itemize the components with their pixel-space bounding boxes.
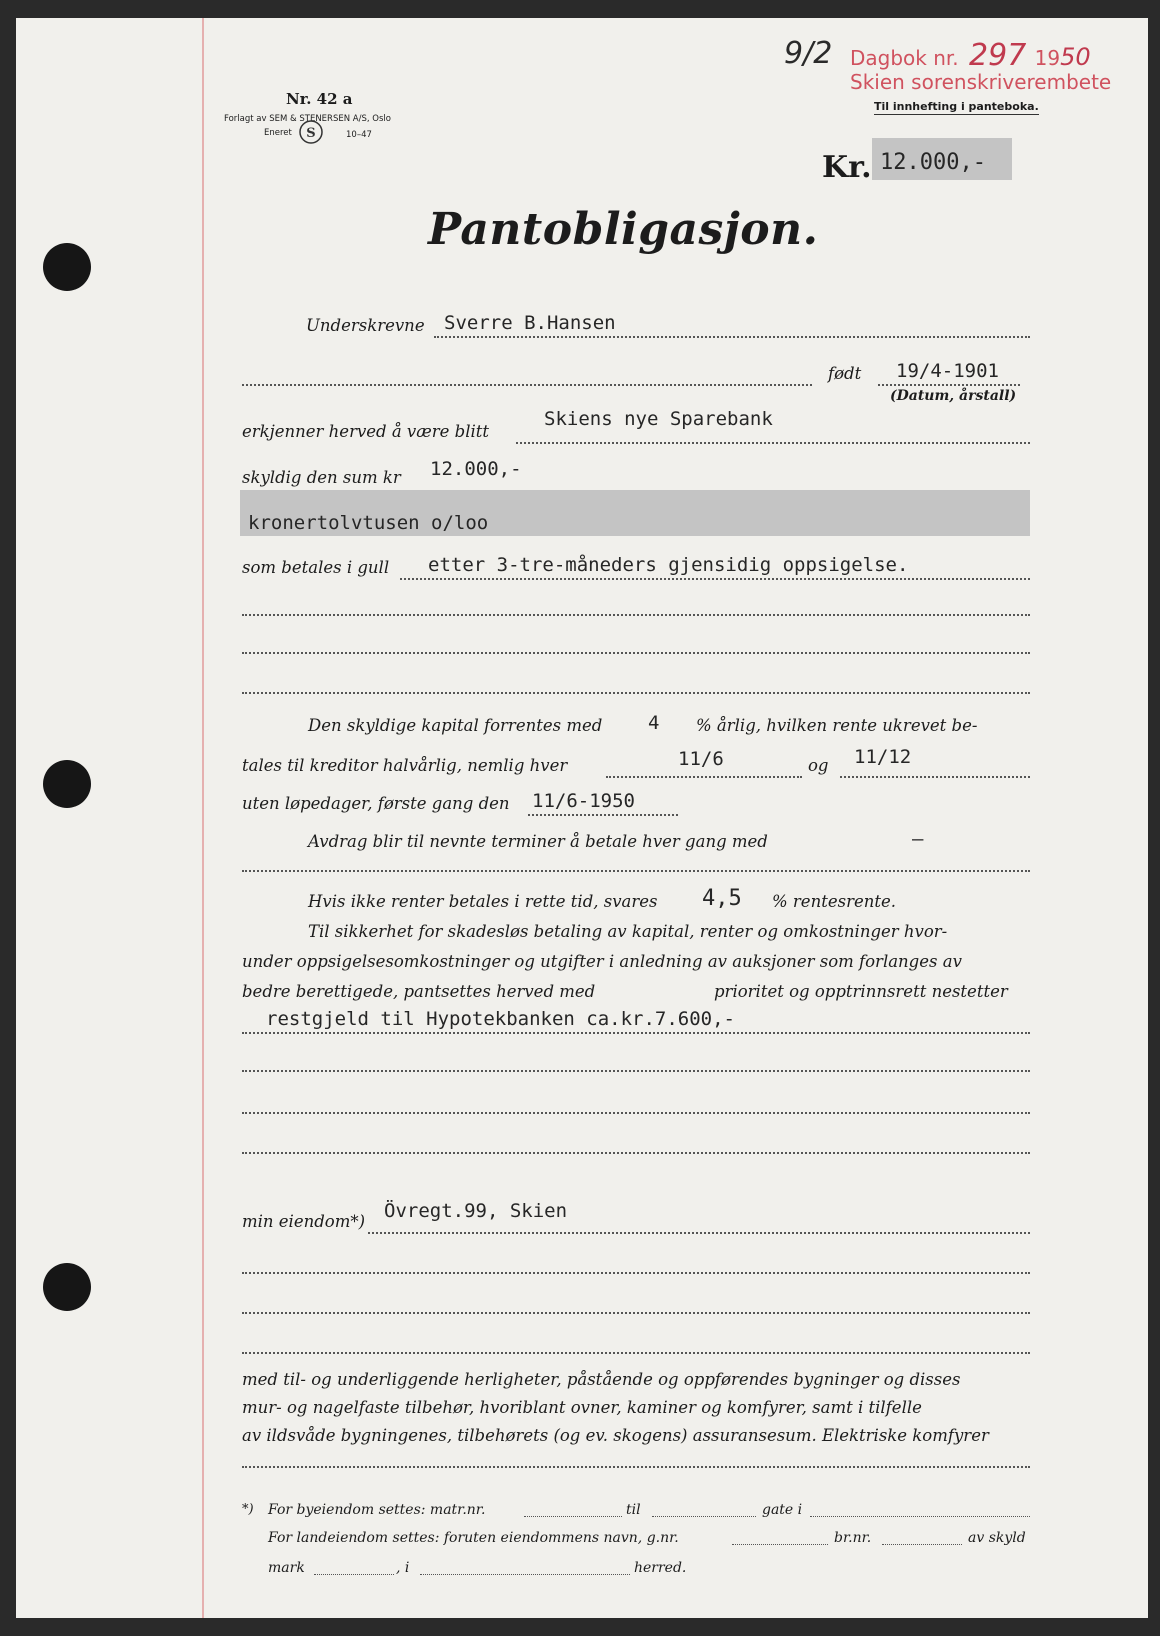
footnote-rural-c: av skyld [968, 1530, 1026, 1546]
first-payment-date: 11/6-1950 [532, 790, 635, 812]
prior-line [242, 1032, 1030, 1034]
penalty-label-a: Hvis ikke renter betales i rette tid, svares [308, 892, 658, 911]
birth-date: 19/4-1901 [896, 360, 999, 382]
avdrag-label: Avdrag blir til nevnte terminer å betale hver gang med [308, 832, 768, 851]
gate-line [810, 1516, 1030, 1517]
blank-line [242, 614, 1030, 616]
blank-line [242, 1466, 1030, 1468]
security-line3a: bedre berettigede, pantsettes herved med [242, 982, 596, 1001]
punch-hole [43, 1263, 91, 1311]
diary-year-prefix: 19 [1034, 46, 1061, 70]
security-line2: under oppsigelsesomkostninger og utgifter i anledning av auksjoner som forlanges av [242, 952, 962, 971]
appurtenances-line1: med til- og underliggende herligheter, påstående og oppførendes bygninger og disses [242, 1370, 961, 1389]
first-payment-label: uten løpedager, første gang den [242, 794, 510, 813]
mark-line [314, 1574, 394, 1575]
date1-line [606, 776, 802, 778]
footnote-mark-b: , i [396, 1560, 410, 1576]
footnote-city-a: For byeiendom settes: matr.nr. [268, 1502, 486, 1518]
interest-text-a: Den skyldige kapital forrentes med [308, 716, 603, 735]
blank-line [242, 652, 1030, 654]
amount-label: Kr. [822, 150, 872, 185]
avdrag-value: — [912, 828, 924, 850]
property-label: min eiendom*) [242, 1212, 366, 1231]
skyldig-label: skyldig den sum kr [242, 468, 401, 487]
interest-date1: 11/6 [678, 748, 724, 770]
amount-value: 12.000,- [880, 150, 986, 175]
blank-line [242, 1312, 1030, 1314]
blank-line [242, 692, 1030, 694]
brnr-line [882, 1544, 962, 1545]
footnote-marker: *) [242, 1502, 254, 1517]
marginal-note: 9/2 [784, 36, 833, 71]
publisher-line: Forlagt av SEM & STENERSEN A/S, Oslo [224, 114, 391, 124]
svg-text:S: S [306, 126, 316, 141]
diary-stamp-line2: Skien sorenskriverembete [850, 70, 1112, 94]
punch-hole [43, 243, 91, 291]
document-page [16, 18, 1148, 1618]
security-line3b: prioritet og opptrinnsrett nestetter [714, 982, 1008, 1001]
publisher-logo [298, 119, 324, 145]
blank-line [242, 1352, 1030, 1354]
payment-terms: etter 3-tre-måneders gjensidig oppsigelse. [428, 554, 909, 576]
blank-line [242, 1112, 1030, 1114]
first-date-line [528, 814, 678, 816]
footnote-rural-b: br.nr. [834, 1530, 872, 1546]
underskrevne-label: Underskrevne [306, 316, 425, 335]
creditor-name: Skiens nye Sparebank [544, 408, 773, 430]
footnote-mark-a: mark [268, 1560, 305, 1576]
diary-stamp-label: Dagbok nr. [850, 46, 959, 70]
erkjenner-label: erkjenner herved å være blitt [242, 422, 490, 441]
interest-date2: 11/12 [854, 746, 912, 768]
blank-line [242, 384, 812, 386]
til-line [652, 1516, 756, 1517]
matr-line [524, 1516, 622, 1517]
binding-note: Til innhefting i panteboka. [874, 100, 1039, 113]
interest-text-c: tales til kreditor halvårlig, nemlig hver [242, 756, 568, 775]
footnote-city-c: gate i [762, 1502, 803, 1518]
penalty-rate: 4,5 [702, 886, 742, 911]
interest-text-b: % årlig, hvilken rente ukrevet be- [696, 716, 978, 735]
debtor-name: Sverre B.Hansen [444, 312, 616, 334]
sum-in-words: kronertolvtusen o/loo [248, 512, 489, 534]
appurtenances-line3: av ildsvåde bygningenes, tilbehørets (og ev. skogens) assuransesum. Elektriske komfyrer [242, 1426, 989, 1445]
fodt-label: født [828, 364, 862, 383]
creditor-line [516, 442, 1030, 444]
blank-line [242, 1152, 1030, 1154]
publisher-eneret: Eneret [264, 128, 292, 138]
publisher-code: 10–47 [346, 130, 372, 140]
footnote-rural-a: For landeiendom settes: foruten eiendommens navn, g.nr. [268, 1530, 679, 1546]
form-number: Nr. 42 a [286, 90, 353, 108]
fodt-line [878, 384, 1020, 386]
margin-rule [202, 18, 204, 1618]
blank-line [242, 870, 1030, 872]
og-label: og [808, 756, 829, 775]
prior-mortgage: restgjeld til Hypotekbanken ca.kr.7.600,- [266, 1008, 735, 1030]
interest-rate: 4 [648, 712, 660, 734]
security-line1: Til sikkerhet for skadesløs betaling av kapital, renter og omkostninger hvor- [308, 922, 948, 941]
appurtenances-line2: mur- og nagelfaste tilbehør, hvoriblant ovner, kaminer og komfyrer, samt i tilfelle [242, 1398, 922, 1417]
property-line [368, 1232, 1030, 1234]
herred-line [420, 1574, 630, 1575]
underskrevne-line [434, 336, 1030, 338]
date2-line [840, 776, 1030, 778]
blank-line [242, 1272, 1030, 1274]
blank-line [242, 1070, 1030, 1072]
penalty-label-b: % rentesrente. [772, 892, 896, 911]
punch-hole [43, 760, 91, 808]
diary-year-suffix: 50 [1060, 43, 1091, 71]
footnote-mark-c: herred. [634, 1560, 687, 1576]
property-address: Övregt.99, Skien [384, 1200, 568, 1222]
gnr-line [732, 1544, 828, 1545]
footnote-city-b: til [626, 1502, 641, 1518]
datum-hint: (Datum, årstall) [890, 388, 1017, 404]
diary-number: 297 [969, 38, 1027, 73]
gull-label: som betales i gull [242, 558, 390, 577]
document-title: Pantobligasjon. [428, 204, 819, 255]
skyldig-amount: 12.000,- [430, 458, 522, 480]
diary-stamp-line1 [850, 38, 1091, 73]
gull-line [400, 578, 1030, 580]
